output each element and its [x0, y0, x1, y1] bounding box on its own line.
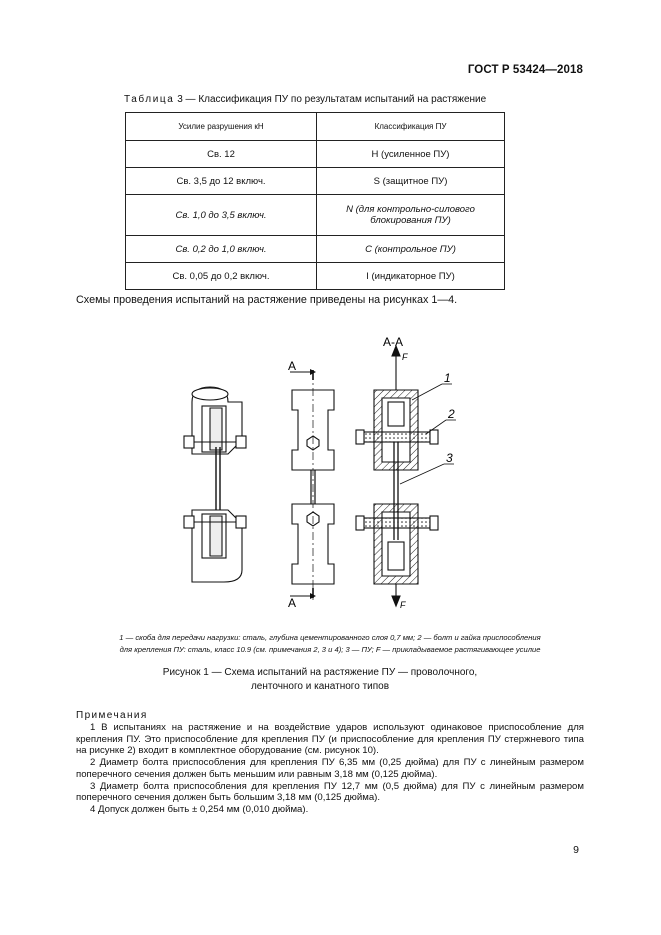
- table-row: [126, 141, 505, 168]
- section-view: [356, 346, 438, 606]
- notes-list: [76, 722, 584, 816]
- table-row: [126, 168, 505, 195]
- note-item: 3 Диаметр болта приспособления для крепления ПУ 12,7 мм (0,5 дюйма) для ПУ с линейным размером поперечного сечения должен быть большим 3,18 мм (0,125 дюйма).: [76, 780, 584, 804]
- note-item: 1 В испытаниях на растяжение и на воздействие ударов используют одинаковое приспособление для крепления ПУ. Это приспособление для крепления ПУ (и приспособление для крепления ПУ стержневого типа на рисунке 2) входит в комплектное оборудование (см. рисунок 10).: [76, 722, 584, 757]
- figure-tensile-test-diagram: [180, 332, 480, 624]
- table-cell-class: S (защитное ПУ): [317, 168, 505, 195]
- legend-line: для крепления ПУ: сталь, класс 10.9 (см. примечания 2, 3 и 4); 3 — ПУ; F — прикладываемое растягивающее усилие: [119, 645, 541, 654]
- caption-line: ленточного и канатного типов: [250, 681, 390, 692]
- cut-mark-label-bottom: А: [288, 596, 297, 610]
- table-title: [124, 94, 486, 105]
- table-cell-force: Св. 12: [126, 141, 317, 168]
- table-cell-class: С (контрольное ПУ): [317, 236, 505, 263]
- table-cell-force: Св. 1,0 до 3,5 включ.: [126, 195, 317, 236]
- front-view: [292, 372, 334, 600]
- cut-mark-label-top: А: [288, 359, 297, 373]
- table-cell-class: N (для контрольно-силового блокирования ПУ): [317, 195, 505, 236]
- page-number: 9: [573, 844, 579, 856]
- perspective-view: [184, 387, 246, 582]
- table-row: [126, 236, 505, 263]
- table-title-text: 3 — Классификация ПУ по результатам испытаний на растяжение: [177, 94, 487, 105]
- note-item: 2 Диаметр болта приспособления для крепления ПУ 6,35 мм (0,25 дюйма) для ПУ с линейным размером поперечного сечения должен быть меньшим или равным 3,18 мм (0,125 дюйма).: [76, 757, 584, 780]
- table-row: [126, 263, 505, 290]
- callout-2: 2: [448, 407, 455, 421]
- table-header-row: [126, 113, 505, 141]
- notes-title: Примечания: [76, 710, 148, 721]
- note-item: 4 Допуск должен быть ± 0,254 мм (0,010 дюйма).: [90, 803, 309, 815]
- table-cell-force: Св. 3,5 до 12 включ.: [126, 168, 317, 195]
- force-label-bottom: F: [400, 600, 406, 610]
- legend-line: 1 — скоба для передачи нагрузки: сталь, глубина цементированного слоя 0,7 мм; 2 — болт и гайка приспособления: [119, 633, 541, 642]
- table-cell-force: Св. 0,05 до 0,2 включ.: [126, 263, 317, 290]
- table-cell-class: Н (усиленное ПУ): [317, 141, 505, 168]
- force-label-top: F: [402, 352, 408, 362]
- table-cell-force: Св. 0,2 до 1,0 включ.: [126, 236, 317, 263]
- callout-3: 3: [446, 451, 453, 465]
- callout-1: 1: [444, 371, 451, 385]
- table-row: [126, 195, 505, 236]
- table-cell-class: I (индикаторное ПУ): [317, 263, 505, 290]
- caption-line: Рисунок 1 — Схема испытаний на растяжение ПУ — проволочного,: [162, 667, 478, 678]
- intro-paragraph: Схемы проведения испытаний на растяжение приведены на рисунках 1—4.: [76, 294, 458, 306]
- standard-number: ГОСТ Р 53424—2018: [467, 64, 583, 76]
- classification-table: [125, 112, 505, 290]
- section-label: А-А: [383, 335, 404, 349]
- table-title-label: Таблица: [124, 94, 175, 105]
- column-header-class: Классификация ПУ: [317, 113, 505, 141]
- figure-legend: [70, 632, 590, 656]
- column-header-force: Усилие разрушения кН: [126, 113, 317, 141]
- figure-caption: [130, 666, 510, 694]
